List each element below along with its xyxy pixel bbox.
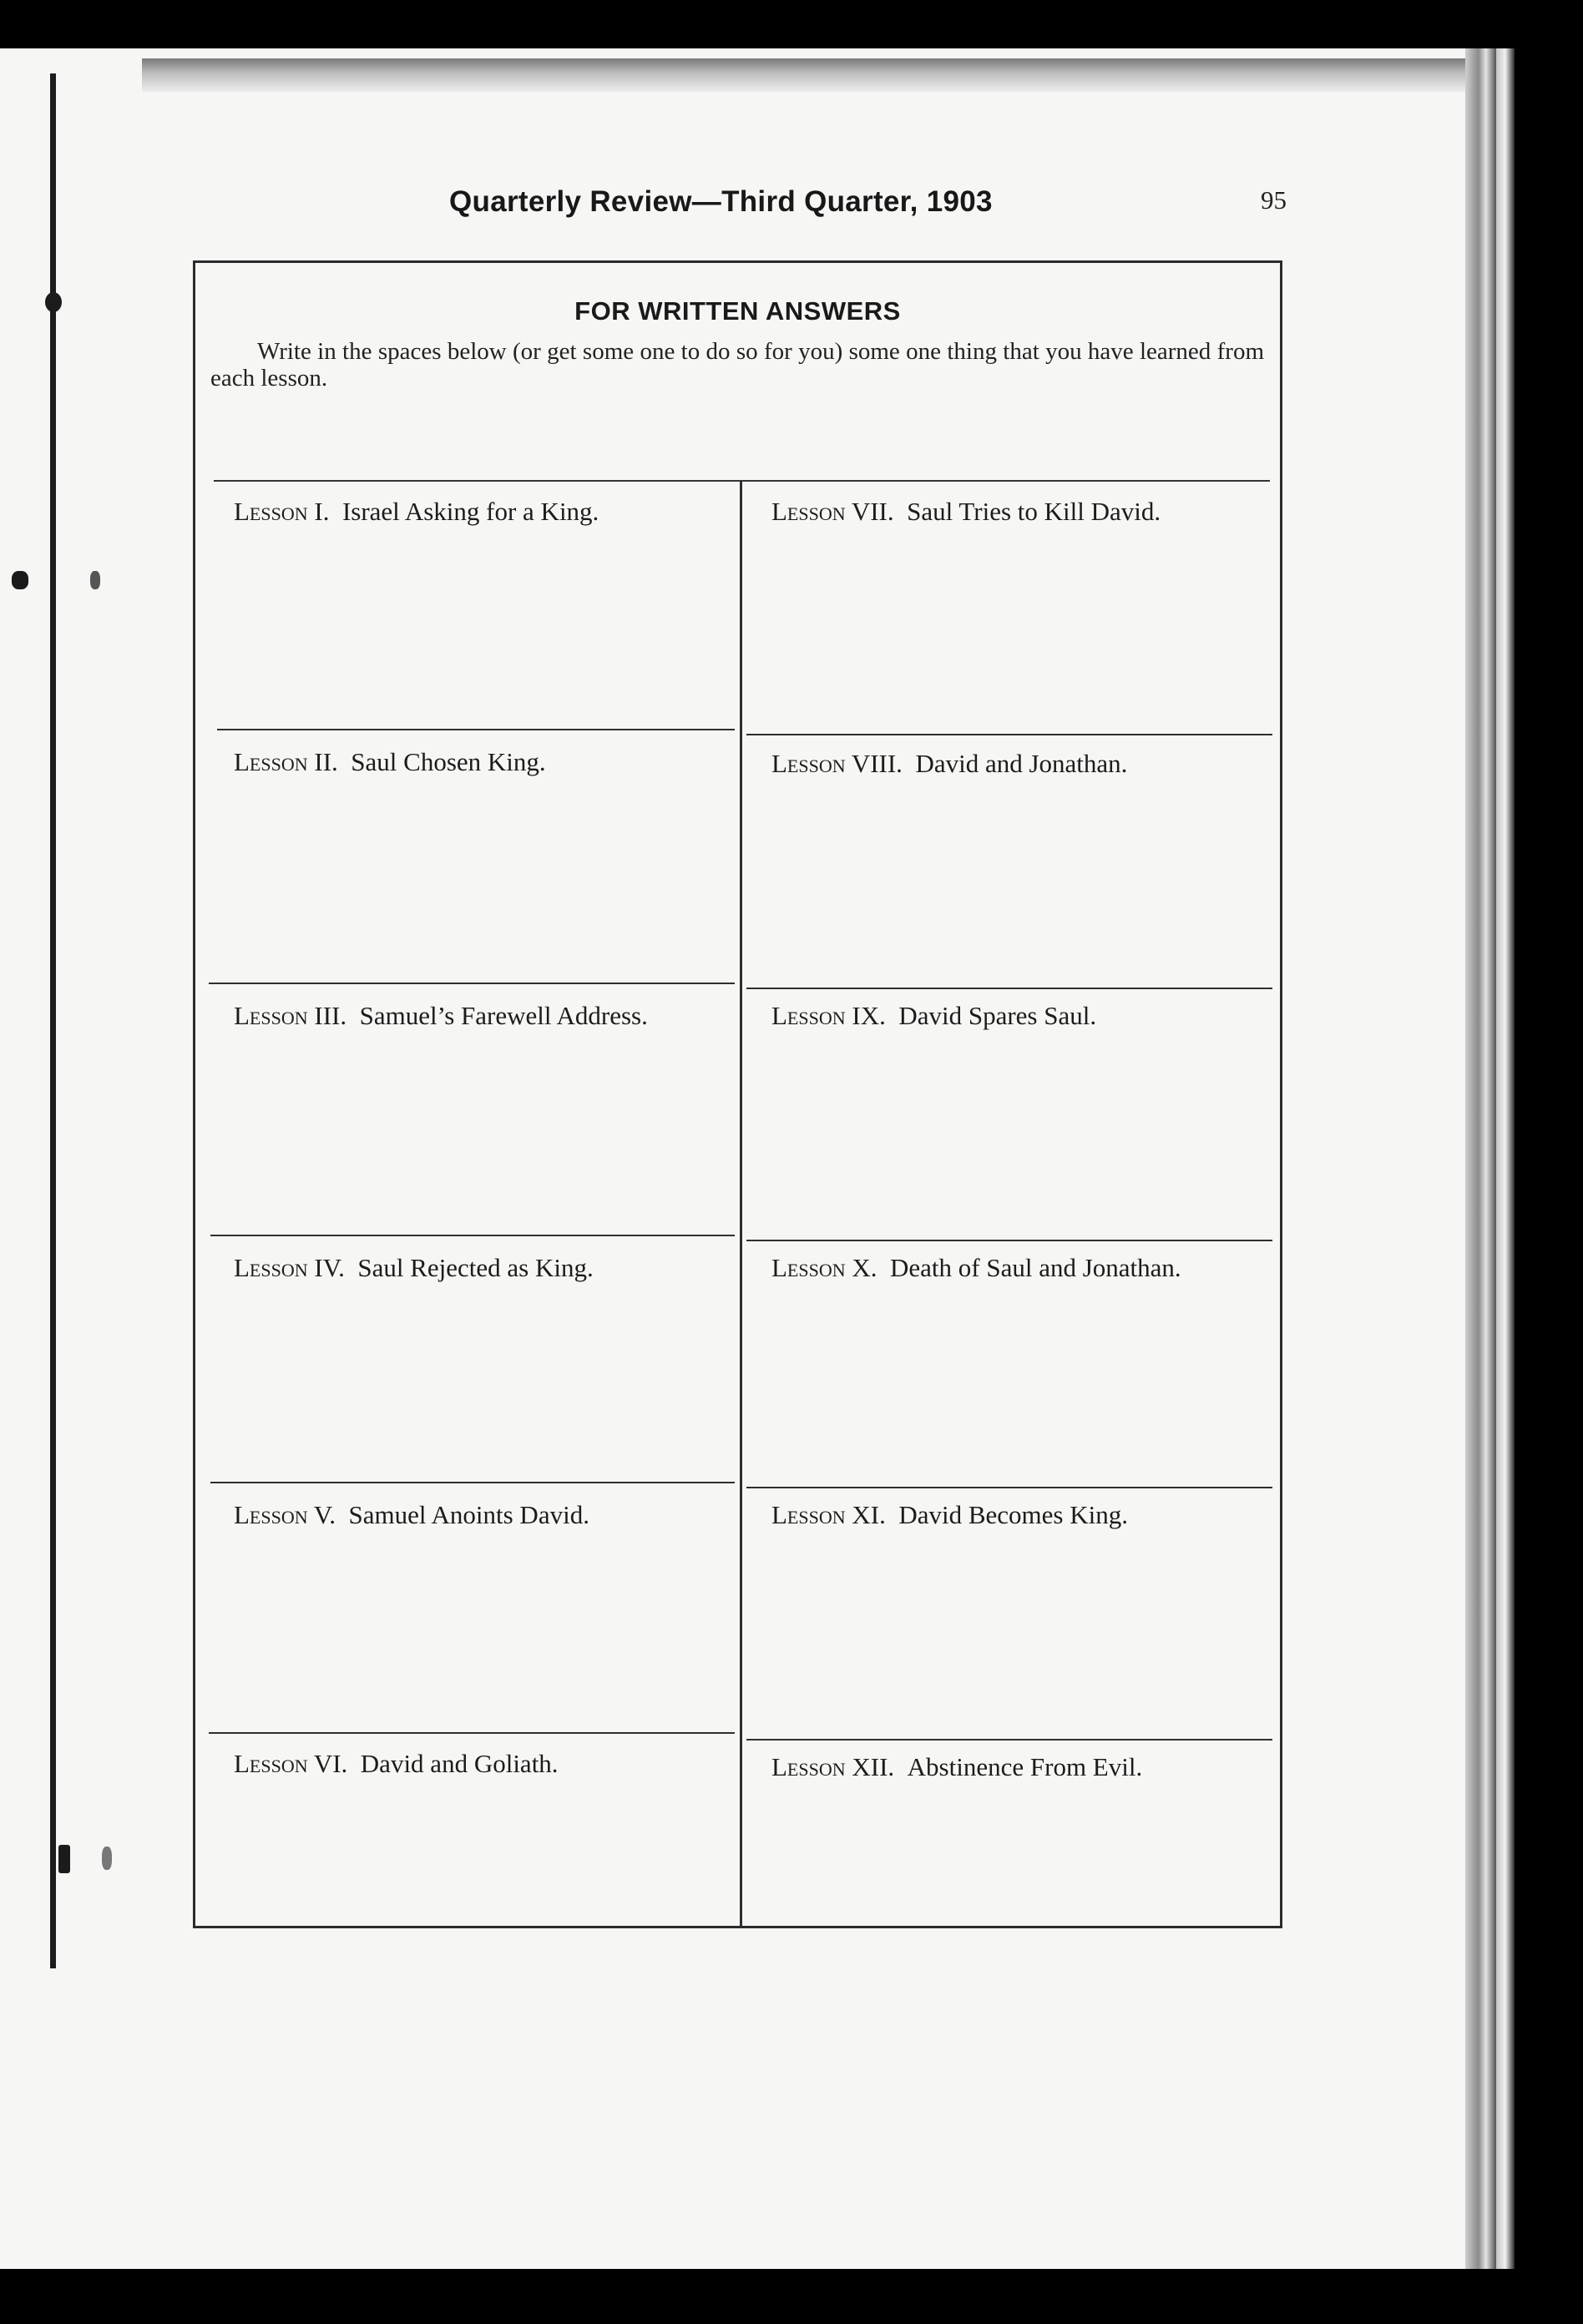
running-header: Quarterly Review—Third Quarter, 1903 bbox=[449, 185, 993, 218]
scan-blot bbox=[90, 571, 100, 589]
lesson-6-label: Lesson VI. David and Goliath. bbox=[234, 1749, 559, 1778]
page-edge-shadow bbox=[1496, 48, 1515, 2269]
page-top-edge bbox=[142, 58, 1478, 92]
lesson-4-label: Lesson IV. Saul Rejected as King. bbox=[234, 1253, 594, 1282]
lesson-3-label: Lesson III. Samuel’s Farewell Address. bbox=[234, 1001, 648, 1030]
lesson-7-label: Lesson VII. Saul Tries to Kill David. bbox=[771, 497, 1161, 526]
column-divider bbox=[740, 482, 742, 1928]
lesson-2-label: Lesson II. Saul Chosen King. bbox=[234, 747, 546, 776]
lesson-9-label: Lesson IX. David Spares Saul. bbox=[771, 1001, 1097, 1030]
lesson-5-label: Lesson V. Samuel Anoints David. bbox=[234, 1500, 589, 1529]
row-separator bbox=[210, 1235, 735, 1236]
page-number: 95 bbox=[1261, 185, 1287, 215]
binding-line bbox=[50, 73, 56, 1968]
binding-mark bbox=[45, 292, 62, 312]
row-separator bbox=[746, 1240, 1272, 1241]
lesson-12-label: Lesson XII. Abstinence From Evil. bbox=[771, 1752, 1143, 1781]
lesson-10-label: Lesson X. Death of Saul and Jonathan. bbox=[771, 1253, 1181, 1282]
form-title: FOR WRITTEN ANSWERS bbox=[574, 296, 901, 326]
answer-form-frame bbox=[193, 260, 1282, 1928]
form-instructions: Write in the spaces below (or get some one to do so for you) some one thing that you have learned from each lesson. bbox=[210, 338, 1264, 392]
row-separator bbox=[746, 1487, 1272, 1488]
row-separator bbox=[746, 734, 1272, 735]
row-separator bbox=[217, 729, 735, 730]
scan-blot bbox=[102, 1847, 112, 1870]
scan-blot bbox=[58, 1845, 70, 1873]
row-separator bbox=[209, 983, 735, 984]
scan-blot bbox=[12, 571, 28, 589]
row-separator bbox=[746, 988, 1272, 989]
row-separator bbox=[210, 1482, 735, 1483]
row-separator bbox=[746, 1739, 1272, 1740]
row-separator bbox=[209, 1732, 735, 1734]
lesson-1-label: Lesson I. Israel Asking for a King. bbox=[234, 497, 599, 526]
lesson-8-label: Lesson VIII. David and Jonathan. bbox=[771, 749, 1128, 778]
lesson-11-label: Lesson XI. David Becomes King. bbox=[771, 1500, 1128, 1529]
